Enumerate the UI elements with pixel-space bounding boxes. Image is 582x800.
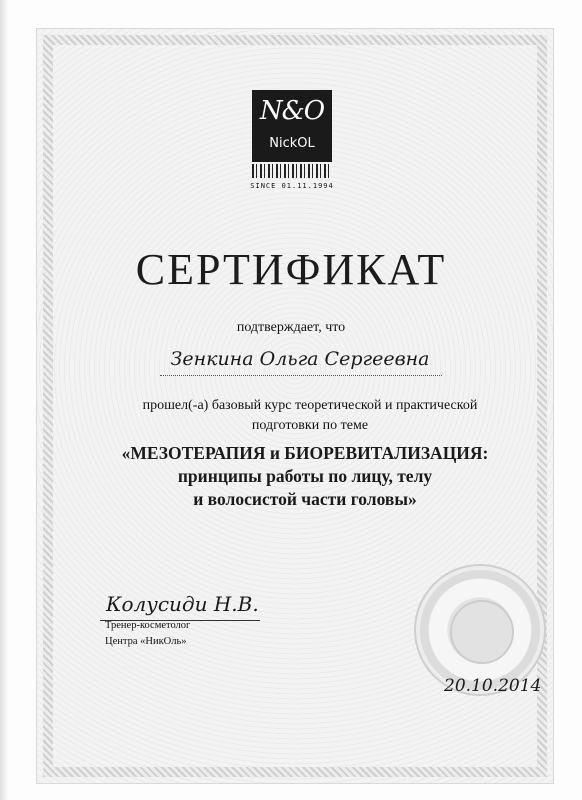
course-topic [70,442,540,511]
signature-text: Колусиди Н.В. [106,592,259,616]
trainer-center: Центра «НикОль» [105,636,187,647]
embossed-seal-icon [420,570,540,690]
confirms-text: подтверждает, что [236,320,346,335]
course-description-line: подготовки по теме [251,418,369,433]
trainer-role: Тренер-косметолог [105,620,191,631]
logo-since: SINCE 01.11.1994 [250,182,334,190]
recipient-name: Зенкина Ольга Сергеевна [170,348,430,370]
course-topic-line: принципы работы по лицу, телу [177,466,433,486]
seal-inner-ring [450,600,514,664]
barcode-icon [252,164,332,178]
course-description [90,396,530,436]
logo-mark: N&O [259,96,325,126]
course-topic-line: «МЕЗОТЕРАПИЯ и БИОРЕВИТАЛИЗАЦИЯ: [121,443,489,463]
certificate-title: СЕРТИФИКАТ [135,245,447,294]
course-topic-line: и волосистой части головы» [193,489,417,509]
name-underline [160,375,442,376]
issue-date: 20.10.2014 [444,676,542,696]
course-description-line: прошел(-а) базовый курс теоретической и практической [142,398,478,413]
company-logo [240,90,344,204]
logo-name: NickOL [269,136,315,151]
scan-edge [0,0,8,800]
